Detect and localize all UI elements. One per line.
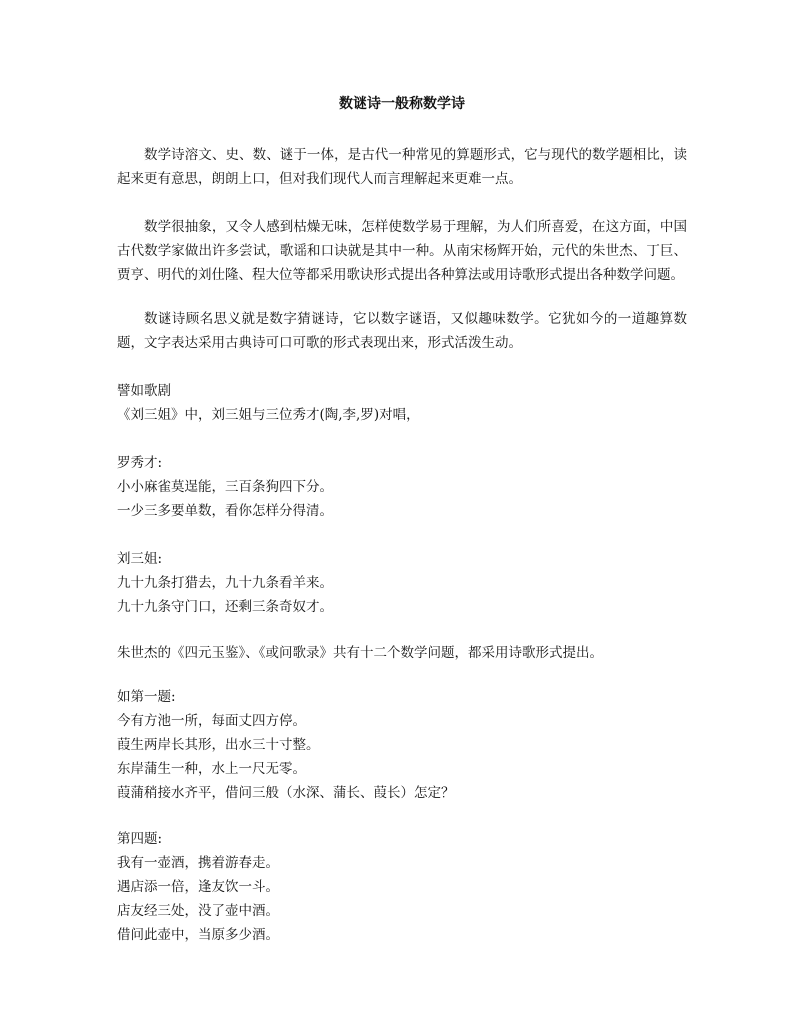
document-title: 数谜诗一般称数学诗: [339, 96, 465, 112]
question-1-line-4: 葭蒲稍接水齐平，借问三般（水深、蒲长、葭长）怎定？: [117, 785, 455, 801]
intro-paragraph-3: 数谜诗顾名思义就是数字猜谜诗，它以数字谜语，又似趣味数学。它犹如今的一道趣算数题，文字表达采用古典诗可口可歌的形式表现出来，形式活泼生动。: [117, 311, 687, 351]
luo-speaker: 罗秀才:: [117, 455, 163, 471]
question-4-line-2: 遇店添一倍，逢友饮一斗。: [117, 879, 279, 895]
question-4-line-3: 店友经三处，没了壶中酒。: [117, 903, 279, 919]
intro-paragraph-1: 数学诗溶文、史、数、谜于一体，是古代一种常见的算题形式，它与现代的数学题相比，读起来更有意思，朗朗上口，但对我们现代人而言理解起来更难一点。: [117, 147, 687, 187]
example-intro-line-2: 《刘三姐》中，刘三姐与三位秀才(陶,李,罗)对唱，: [117, 407, 420, 423]
question-1-heading: 如第一题:: [117, 689, 176, 705]
liu-line-2: 九十九条守门口，还剩三条奇奴才。: [117, 599, 333, 615]
question-1-line-2: 葭生两岸长其形，出水三十寸整。: [117, 737, 320, 753]
question-1-line-3: 东岸蒲生一种，水上一尺无零。: [117, 761, 306, 777]
luo-line-2: 一少三多要单数，看你怎样分得清。: [117, 503, 333, 519]
zhu-shijie-paragraph: 朱世杰的《四元玉鉴》、《或问歌录》共有十二个数学问题，都采用诗歌形式提出。: [117, 645, 603, 661]
liu-line-1: 九十九条打猎去，九十九条看羊来。: [117, 575, 333, 591]
question-1-line-1: 今有方池一所，每面丈四方停。: [117, 713, 306, 729]
question-4-line-1: 我有一壶酒，携着游春走。: [117, 855, 279, 871]
question-4-line-4: 借问此壶中，当原多少酒。: [117, 927, 279, 943]
liu-speaker: 刘三姐:: [117, 551, 163, 567]
luo-line-1: 小小麻雀莫逞能，三百条狗四下分。: [117, 479, 333, 495]
intro-paragraph-2: 数学很抽象，又令人感到枯燥无味，怎样使数学易于理解，为人们所喜爱，在这方面，中国古代数学家做出许多尝试，歌谣和口诀就是其中一种。从南宋杨辉开始，元代的朱世杰、丁巨、贾亨、明代的刘仕隆、程大位等都采用歌诀形式提出各种算法或用诗歌形式提出各种数学问题。: [117, 219, 687, 283]
example-intro-line-1: 譬如歌剧: [117, 383, 171, 399]
question-4-heading: 第四题:: [117, 831, 163, 847]
